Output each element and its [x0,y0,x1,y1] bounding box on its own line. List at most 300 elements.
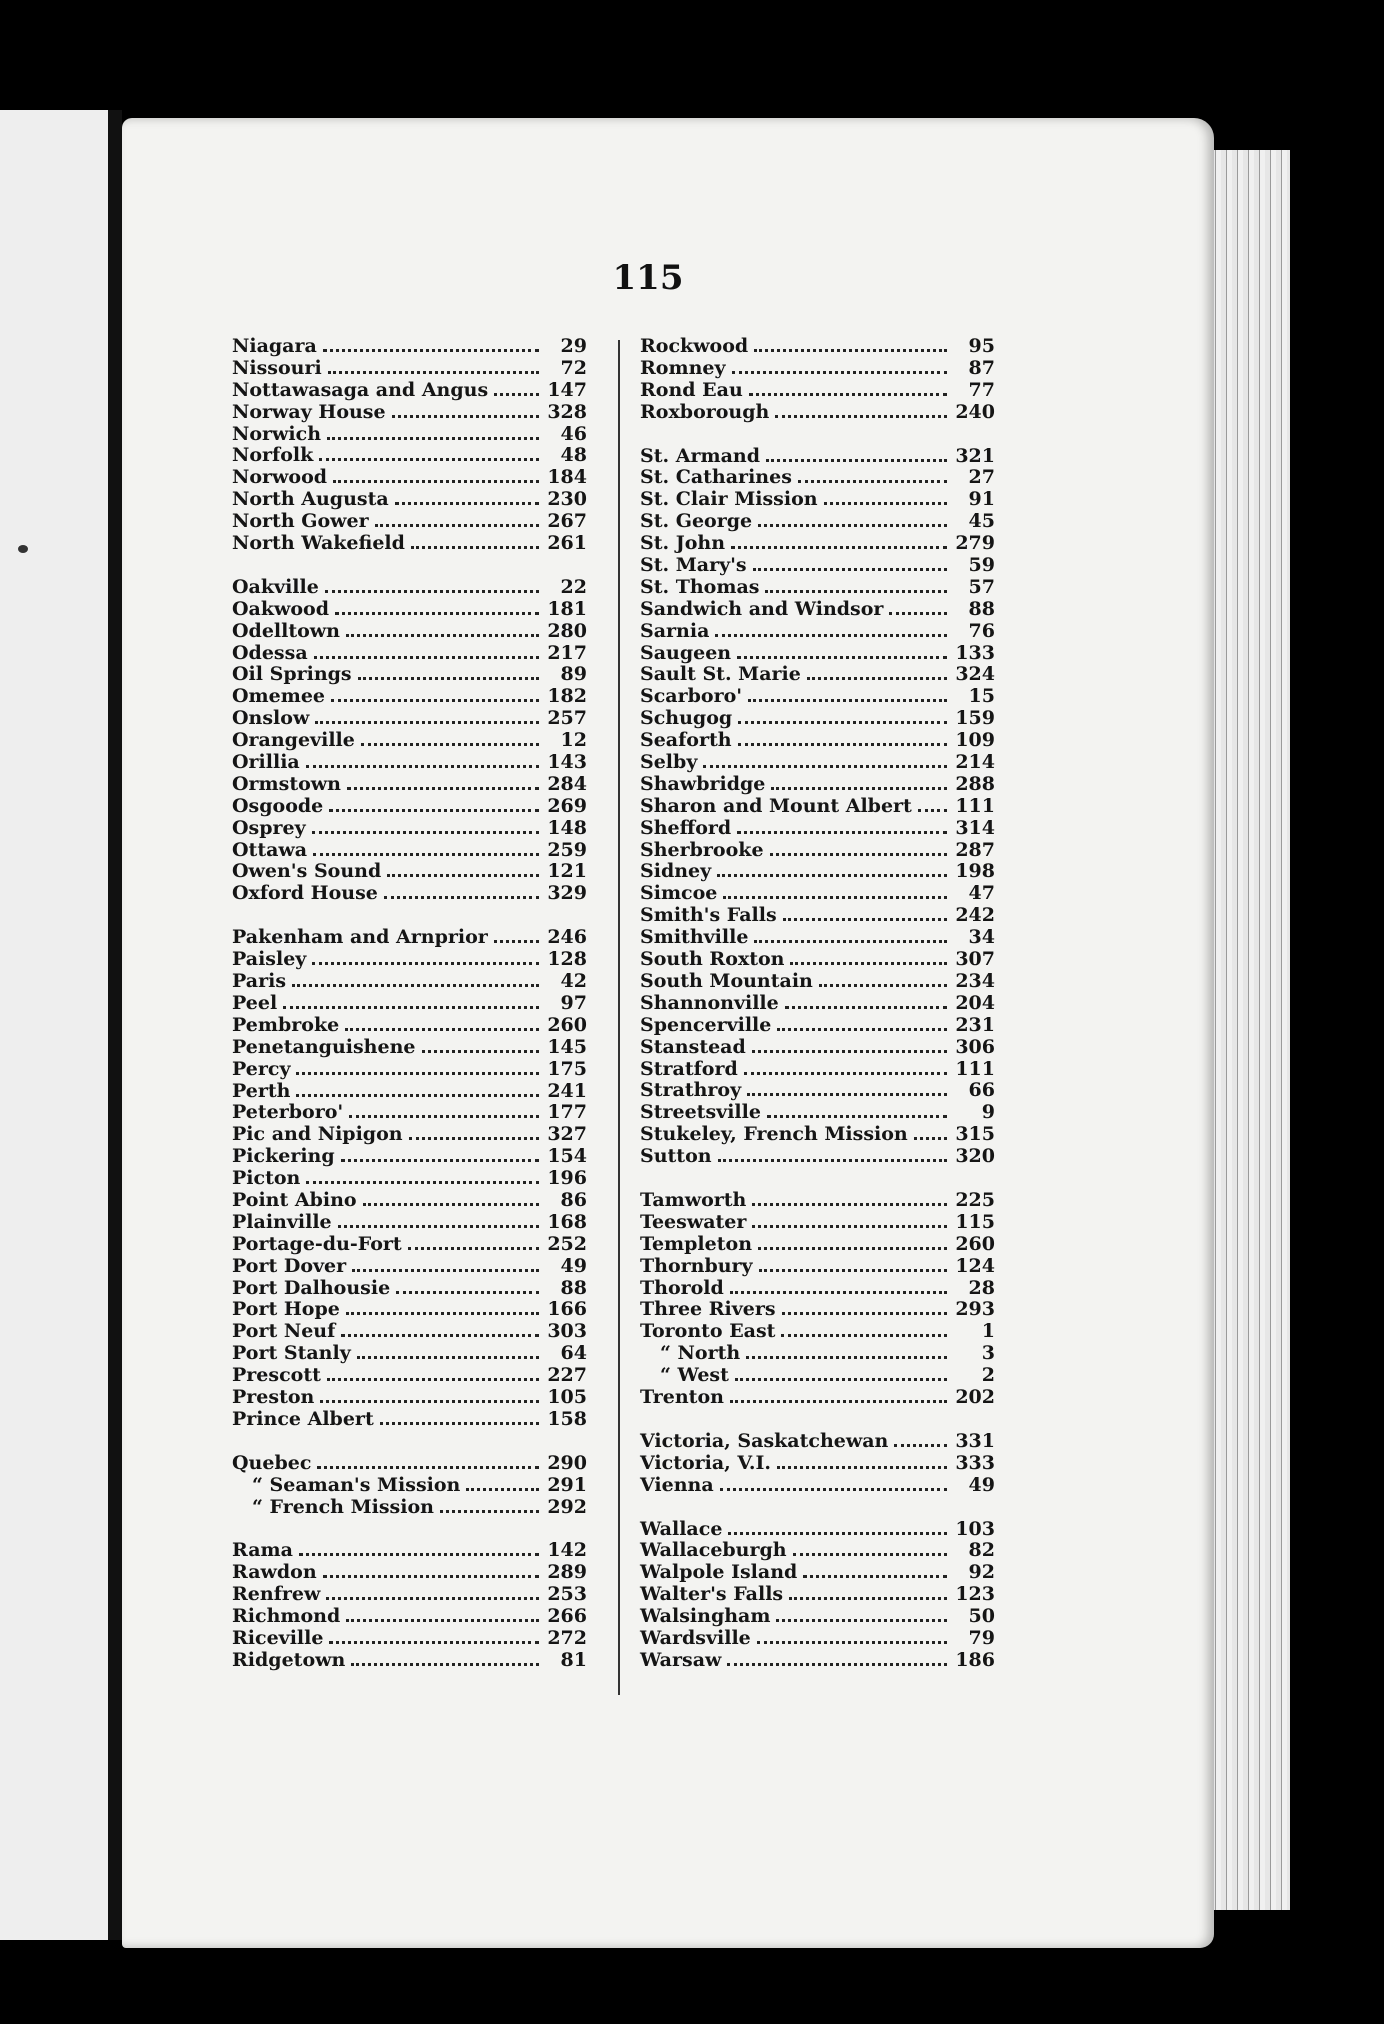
dot-leader [345,1027,539,1031]
entry-page-number: 87 [968,356,995,379]
entry-page-number: 303 [547,1320,587,1343]
index-entry [640,1518,995,1540]
entry-page-number: 314 [955,816,995,839]
index-entry [232,642,587,664]
index-entry [640,620,995,642]
dot-leader [395,501,539,505]
entry-name: Ormstown [232,772,341,795]
entry-page-number: 142 [547,1539,587,1562]
index-entry [232,795,587,817]
entry-page-number: 3 [981,1342,995,1365]
entry-name: Sharon and Mount Albert [640,794,912,817]
index-entry [640,1255,995,1277]
entry-page-number: 111 [955,794,995,817]
dot-leader [737,655,947,659]
entry-page-number: 327 [547,1123,587,1146]
index-entry [640,488,995,510]
entry-name: Oakwood [232,597,330,620]
entry-name: Paris [232,970,287,993]
entry-page-number: 292 [547,1495,587,1518]
entry-page-number: 28 [968,1276,995,1299]
entry-name: Rawdon [232,1561,317,1584]
entry-name: Shannonville [640,991,779,1014]
index-entry [640,510,995,532]
entry-name: North Gower [232,510,369,533]
entry-name: St. Clair Mission [640,488,818,511]
dot-leader [889,611,947,615]
entry-name: Quebec [232,1451,312,1474]
entry-name: Onslow [232,707,310,730]
entry-page-number: 72 [560,356,587,379]
index-entry [640,1386,995,1408]
index-entry [232,1605,587,1627]
page-stack-edge [1210,150,1290,1910]
index-entry [232,1080,587,1102]
entry-page-number: 328 [547,400,587,423]
dot-leader [754,939,947,943]
entry-page-number: 154 [547,1145,587,1168]
index-entry [232,620,587,642]
entry-page-number: 143 [547,751,587,774]
index-entry [640,576,995,598]
entry-page-number: 266 [547,1605,587,1628]
entry-page-number: 109 [955,729,995,752]
dot-leader [782,1311,947,1315]
entry-page-number: 241 [547,1079,587,1102]
index-entry [640,1539,995,1561]
entry-page-number: 252 [547,1232,587,1255]
index-entry [232,1408,587,1430]
index-entry [640,642,995,664]
dot-leader [333,479,539,483]
index-entry [640,598,995,620]
entry-name: Vienna [640,1473,714,1496]
index-entry [232,1233,587,1255]
entry-page-number: 257 [547,707,587,730]
index-entry [232,1189,587,1211]
entry-name: Plainville [232,1210,332,1233]
index-entry [640,685,995,707]
dot-leader [327,436,539,440]
index-entry [232,882,587,904]
entry-page-number: 204 [955,991,995,1014]
entry-page-number: 9 [981,1101,995,1124]
entry-page-number: 48 [560,444,587,467]
dot-leader [349,1114,539,1118]
index-entry [640,1298,995,1320]
entry-page-number: 261 [547,532,587,555]
index-entry [640,379,995,401]
entry-page-number: 97 [560,991,587,1014]
dot-leader [306,1180,539,1184]
dot-leader [777,1465,947,1469]
index-entry [640,1079,995,1101]
entry-name: Streetsville [640,1101,761,1124]
dot-leader [396,1290,539,1294]
dot-leader [358,676,539,680]
entry-page-number: 267 [547,510,587,533]
dot-leader [320,1399,539,1403]
index-entry [640,1101,995,1123]
entry-name: North Wakefield [232,532,405,555]
entry-name: South Mountain [640,969,813,992]
entry-name: Stanstead [640,1035,746,1058]
entry-name: Stukeley, French Mission [640,1123,908,1146]
dot-leader [494,939,539,943]
entry-page-number: 45 [968,510,995,533]
dot-leader [744,1071,947,1075]
dot-leader [375,523,539,527]
entry-name: Schugog [640,707,733,730]
index-entry [232,1167,587,1189]
entry-page-number: 260 [955,1232,995,1255]
entry-page-number: 246 [547,926,587,949]
index-entry [640,1583,995,1605]
entry-name: “ North [660,1342,741,1365]
dot-leader [752,1202,947,1206]
dot-leader [314,655,539,659]
index-entry [232,1452,587,1474]
index-entry [232,685,587,707]
entry-name: Ridgetown [232,1648,346,1671]
dot-leader [331,698,539,702]
dot-leader [723,895,947,899]
entry-name: Wallaceburgh [640,1539,787,1562]
entry-page-number: 333 [955,1451,995,1474]
entry-page-number: 159 [955,707,995,730]
index-entry [232,1014,587,1036]
entry-name: Rond Eau [640,378,743,401]
entry-name: St. Catharines [640,466,792,489]
entry-name: Owen's Sound [232,860,382,883]
dot-leader [319,457,539,461]
index-entry [232,444,587,466]
index-entry [640,1627,995,1649]
index-entry [232,1298,587,1320]
entry-name: Sault St. Marie [640,663,801,686]
entry-name: Walpole Island [640,1561,798,1584]
dot-leader [357,1355,539,1359]
index-entry [640,839,995,861]
entry-name: “ Seaman's Mission [252,1473,461,1496]
index-entry [232,1101,587,1123]
entry-page-number: 306 [955,1035,995,1058]
index-entry [640,751,995,773]
index-entry [232,1058,587,1080]
dot-leader [312,830,539,834]
entry-name: Rama [232,1539,293,1562]
index-entry [640,1014,995,1036]
entry-page-number: 307 [955,948,995,971]
index-entry [232,1583,587,1605]
entry-page-number: 88 [560,1276,587,1299]
entry-name: Sutton [640,1145,712,1168]
entry-name: Oakville [232,575,319,598]
entry-page-number: 240 [955,400,995,423]
dot-leader [346,1311,539,1315]
index-entry [640,1430,995,1452]
entry-page-number: 66 [968,1079,995,1102]
entry-page-number: 1 [981,1320,995,1343]
entry-name: Victoria, Saskatchewan [640,1429,889,1452]
entry-page-number: 103 [955,1517,995,1540]
index-entry [232,1627,587,1649]
entry-name: Picton [232,1167,301,1190]
entry-page-number: 12 [560,729,587,752]
index-entry [232,751,587,773]
index-entry [640,445,995,467]
dot-leader [720,1487,947,1491]
index-entry [232,598,587,620]
dot-leader [758,1246,947,1250]
entry-page-number: 81 [560,1648,587,1671]
entry-page-number: 15 [968,685,995,708]
index-entry [232,970,587,992]
entry-page-number: 225 [955,1188,995,1211]
entry-page-number: 186 [955,1648,995,1671]
dot-leader [789,1596,947,1600]
entry-page-number: 49 [560,1254,587,1277]
index-entry [232,576,587,598]
index-entry [640,401,995,423]
dot-leader [738,742,947,746]
entry-page-number: 202 [955,1385,995,1408]
dot-leader [757,1640,947,1644]
dot-leader [717,873,947,877]
entry-page-number: 64 [560,1342,587,1365]
entry-name: St. Thomas [640,575,760,598]
index-entry [232,1364,587,1386]
dot-leader [422,1049,540,1053]
dot-leader [727,1662,947,1666]
entry-page-number: 320 [955,1145,995,1168]
entry-page-number: 231 [955,1013,995,1036]
index-entry [640,926,995,948]
index-entry [232,1649,587,1671]
entry-name: Ottawa [232,838,308,861]
dot-leader [299,1552,539,1556]
index-entry [232,860,587,882]
entry-name: Trenton [640,1385,724,1408]
entry-page-number: 27 [968,466,995,489]
dot-leader [323,1574,539,1578]
dot-leader [715,633,947,637]
entry-name: Smithville [640,926,749,949]
dot-leader [346,1618,539,1622]
dot-leader [803,1574,947,1578]
dot-leader [328,370,539,374]
dot-leader [292,983,539,987]
entry-name: Pakenham and Arnprior [232,926,488,949]
index-entry [232,1123,587,1145]
dot-leader [738,720,947,724]
dot-leader [752,1049,947,1053]
index-entry [232,948,587,970]
entry-page-number: 293 [955,1298,995,1321]
dot-leader [748,698,947,702]
index-entry [232,773,587,795]
dot-leader [790,961,947,965]
dot-leader [296,1093,539,1097]
entry-name: Odelltown [232,619,340,642]
index-entry [640,466,995,488]
entry-page-number: 331 [955,1429,995,1452]
dot-leader [730,1399,947,1403]
dot-leader [338,1224,539,1228]
entry-page-number: 46 [560,422,587,445]
entry-name: Port Neuf [232,1320,336,1343]
entry-name: Percy [232,1057,291,1080]
entry-page-number: 158 [547,1407,587,1430]
index-column-right [640,335,995,1671]
entry-name: Smith's Falls [640,904,777,927]
index-entry [640,357,995,379]
dot-leader [440,1509,539,1513]
entry-name: Toronto East [640,1320,776,1343]
entry-name: Point Abino [232,1188,357,1211]
dot-leader [735,1377,947,1381]
dot-leader [819,983,947,987]
entry-name: Thornbury [640,1254,753,1277]
entry-name: Shefford [640,816,732,839]
entry-name: Norway House [232,400,386,423]
entry-page-number: 2 [981,1364,995,1387]
entry-name: Simcoe [640,882,718,905]
entry-page-number: 289 [547,1561,587,1584]
dot-leader [783,917,947,921]
dot-leader [775,414,947,418]
entry-page-number: 181 [547,597,587,620]
entry-page-number: 42 [560,970,587,993]
entry-page-number: 86 [560,1188,587,1211]
dot-leader [793,1552,947,1556]
index-entry [640,1277,995,1299]
entry-page-number: 291 [547,1473,587,1496]
dot-leader [754,348,947,352]
dot-leader [315,720,539,724]
entry-page-number: 259 [547,838,587,861]
entry-page-number: 105 [547,1385,587,1408]
entry-page-number: 198 [955,860,995,883]
dot-leader [766,458,947,462]
dot-leader [346,633,539,637]
entry-name: Richmond [232,1605,341,1628]
index-entry [640,904,995,926]
entry-page-number: 77 [968,378,995,401]
entry-name: Wardsville [640,1626,751,1649]
dot-leader [312,961,539,965]
entry-page-number: 76 [968,619,995,642]
entry-name: Paisley [232,948,307,971]
dot-leader [313,852,539,856]
index-entry [640,1605,995,1627]
entry-page-number: 315 [955,1123,995,1146]
index-entry [640,1452,995,1474]
entry-page-number: 89 [560,663,587,686]
index-entry [640,860,995,882]
index-entry [640,1364,995,1386]
entry-name: Seaforth [640,729,732,752]
entry-name: Tamworth [640,1188,747,1211]
entry-name: Peterboro' [232,1101,344,1124]
entry-name: Walsingham [640,1605,771,1628]
index-entry [640,1211,995,1233]
dot-leader [352,1268,539,1272]
dot-leader [347,786,539,790]
entry-page-number: 214 [955,751,995,774]
index-entry [640,970,995,992]
entry-name: St. Armand [640,444,760,467]
index-entry [640,1233,995,1255]
dot-leader [753,567,947,571]
entry-name: Strathroy [640,1079,742,1102]
entry-name: Sandwich and Windsor [640,597,884,620]
index-entry [232,1386,587,1408]
entry-name: Scarboro' [640,685,743,708]
index-entry [232,423,587,445]
entry-name: Roxborough [640,400,770,423]
entry-name: Osgoode [232,794,324,817]
entry-page-number: 217 [547,641,587,664]
entry-page-number: 280 [547,619,587,642]
entry-page-number: 49 [968,1473,995,1496]
index-entry [232,379,587,401]
entry-name: Teeswater [640,1210,747,1233]
entry-page-number: 145 [547,1035,587,1058]
index-entry [640,554,995,576]
entry-page-number: 59 [968,554,995,577]
entry-page-number: 124 [955,1254,995,1277]
entry-page-number: 92 [968,1561,995,1584]
entry-name: Spencerville [640,1013,772,1036]
index-entry [232,532,587,554]
entry-name: Selby [640,751,698,774]
entry-name: Osprey [232,816,306,839]
dot-leader [283,1005,539,1009]
entry-page-number: 47 [968,882,995,905]
entry-page-number: 168 [547,1210,587,1233]
entry-page-number: 166 [547,1298,587,1321]
entry-name: Thorold [640,1276,724,1299]
entry-name: Odessa [232,641,308,664]
dot-leader [384,895,539,899]
entry-name: Preston [232,1385,315,1408]
entry-page-number: 227 [547,1364,587,1387]
index-entry [232,488,587,510]
index-entry [232,357,587,379]
entry-name: Port Hope [232,1298,340,1321]
entry-page-number: 88 [968,597,995,620]
entry-name: Warsaw [640,1648,722,1671]
entry-page-number: 123 [955,1583,995,1606]
entry-name: Sarnia [640,619,710,642]
entry-name: Norfolk [232,444,314,467]
dot-leader [329,808,539,812]
entry-name: Port Dover [232,1254,347,1277]
dot-leader [494,392,539,396]
entry-name: Norwich [232,422,322,445]
dot-leader [317,1465,539,1469]
entry-name: “ West [660,1364,729,1387]
entry-page-number: 175 [547,1057,587,1080]
index-entry [232,401,587,423]
dot-leader [894,1443,947,1447]
index-entry [640,1036,995,1058]
index-entry [640,1189,995,1211]
index-entry [640,335,995,357]
index-entry [232,817,587,839]
entry-name: Pembroke [232,1013,340,1036]
